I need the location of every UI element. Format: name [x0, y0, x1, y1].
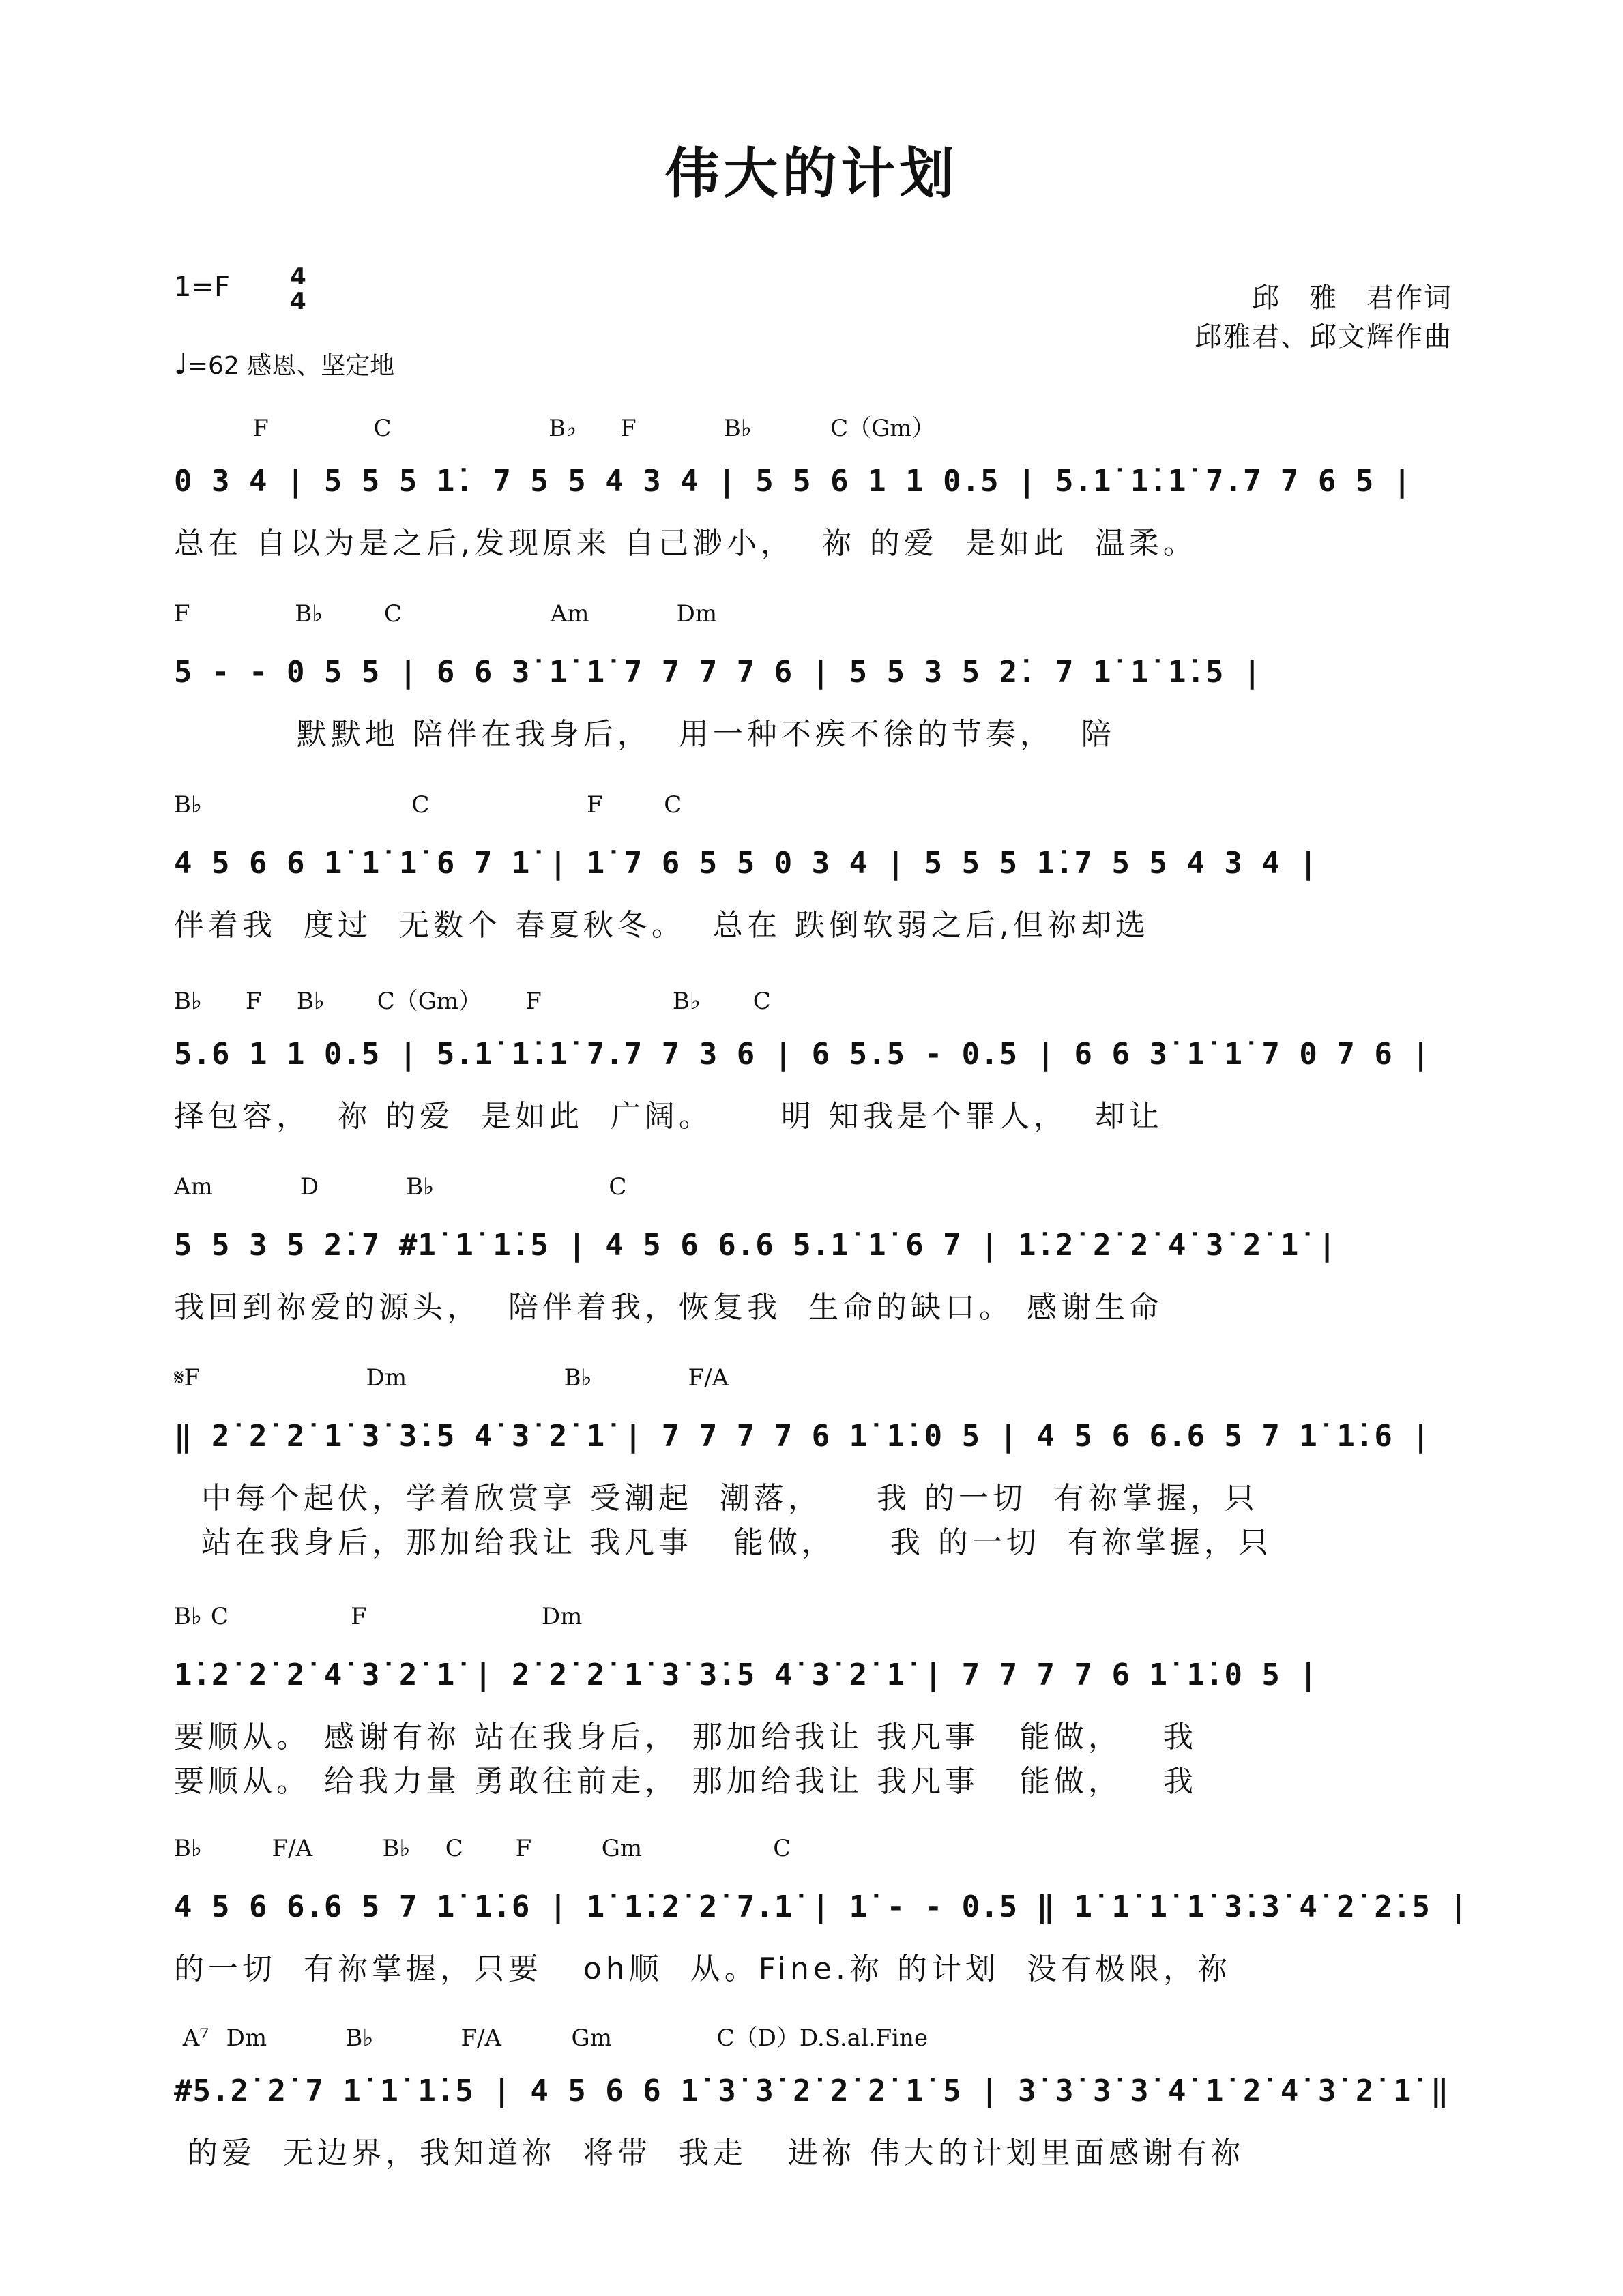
- lyricist-credit: 邱 雅 君作词: [1252, 282, 1452, 314]
- chord-line: B♭ F/A B♭ C F Gm C: [174, 1835, 791, 1862]
- notation-line: 5 5 3 5 2̇.7 #1̇ 1̇ 1̇.5 | 4 5 6 6.6 5.1̇ 1̇ 6 7 | 1̇.2̇ 2̇ 2̇ 4̇ 3̇ 2̇ 1̇ |: [174, 1228, 1337, 1263]
- lyric-line: 默默地 陪伴在我身后， 用一种不疾不徐的节奏， 陪: [174, 717, 1115, 752]
- chord-line: F C B♭ F B♭ C（Gm）: [174, 415, 935, 442]
- key-signature: 1=F: [174, 271, 230, 303]
- lyric-line: 的爱 无边界，我知道祢 将带 我走 进祢 伟大的计划里面感谢有祢: [174, 2136, 1245, 2170]
- chord-line: 𝄋F Dm B♭ F/A: [174, 1364, 729, 1392]
- lyric-line-verse-2: 站在我身后，那加给我让 我凡事 能做， 我 的一切 有祢掌握，只: [174, 1525, 1272, 1560]
- notation-line: 5 - - 0 5 5 | 6 6 3̇ 1̇ 1̇ 7 7 7 7 6 | 5 5 3 5 2̇. 7 1̇ 1̇ 1̇.5 |: [174, 655, 1262, 690]
- lyric-line-verse-1: 中每个起伏，学着欣赏享 受潮起 潮落， 我 的一切 有祢掌握，只: [174, 1481, 1259, 1516]
- time-signature-top: 4: [290, 263, 306, 291]
- tempo-marking: [174, 347, 394, 381]
- composer-credit: 邱雅君、邱文辉作曲: [1195, 321, 1452, 353]
- chord-line: B♭ C F C: [174, 791, 682, 819]
- lyric-line: 伴着我 度过 无数个 春夏秋冬。 总在 跌倒软弱之后,但祢却选: [174, 908, 1150, 943]
- lyric-line: 的一切 有祢掌握，只要 oh顺 从。Fine.祢 的计划 没有极限，祢: [174, 1952, 1231, 1986]
- chord-line: A⁷ Dm B♭ F/A Gm C（D）D.S.al.Fine: [174, 2025, 929, 2052]
- chord-line: F B♭ C Am Dm: [174, 600, 718, 628]
- chord-line: Am D B♭ C: [174, 1173, 627, 1201]
- lyric-line: 总在 自以为是之后,发现原来 自己渺小， 祢 的爱 是如此 温柔。: [174, 526, 1197, 561]
- lyric-line-verse-2: 要顺从。 给我力量 勇敢往前走， 那加给我让 我凡事 能做， 我: [174, 1764, 1197, 1799]
- notation-line: 1̇.2̇ 2̇ 2̇ 4̇ 3̇ 2̇ 1̇ | 2̇ 2̇ 2̇ 1̇ 3̇ 3̇.5 4̇ 3̇ 2̇ 1̇ | 7 7 7 7 6 1̇ 1̇.0 5 |: [174, 1658, 1318, 1692]
- notation-line: 5.6 1 1 0.5 | 5.1̇ 1̇.1̇ 7.7 7 3 6 | 6 5.5 - 0.5 | 6 6 3̇ 1̇ 1̇ 7 0 7 6 |: [174, 1037, 1431, 1072]
- quarter-note-icon: ♩: [174, 347, 188, 381]
- time-signature-bottom: 4: [290, 288, 306, 315]
- chord-line: B♭ F B♭ C（Gm） F B♭ C: [174, 988, 771, 1015]
- notation-line: 4 5 6 6 1̇ 1̇ 1̇ 6 7 1̇ | 1̇ 7 6 5 5 0 3 4 | 5 5 5 1̇.7 5 5 4 3 4 |: [174, 846, 1318, 881]
- lyric-line: 择包容， 祢 的爱 是如此 广阔。 明 知我是个罪人， 却让: [174, 1099, 1163, 1134]
- chord-line: B♭ C F Dm: [174, 1603, 583, 1630]
- tempo-text: =62 感恩、坚定地: [187, 352, 395, 380]
- time-signature: [283, 265, 313, 314]
- lyric-line-verse-1: 要顺从。 感谢有祢 站在我身后， 那加给我让 我凡事 能做， 我: [174, 1720, 1197, 1754]
- notation-line: #5.2̇ 2̇ 7 1̇ 1̇ 1̇.5 | 4 5 6 6 1̇ 3̇ 3̇ 2̇ 2̇ 2̇ 1̇ 5 | 3̇ 3̇ 3̇ 3̇ 4̇ 1̇ 2̇ 4̇ 3̇ 2̇ 1̇ ‖: [174, 2074, 1450, 2108]
- song-title: 伟大的计划: [664, 141, 959, 205]
- notation-line: 4 5 6 6.6 5 7 1̇ 1̇.6 | 1̇ 1̇.2̇ 2̇ 7.1̇ | 1̇ - - 0.5 ‖ 1̇ 1̇ 1̇ 1̇ 3̇.3̇ 4̇ 2̇ 2̇.5 |: [174, 1889, 1468, 1924]
- notation-line: 0 3 4 | 5 5 5 1̇. 7 5 5 4 3 4 | 5 5 6 1 1 0.5 | 5.1̇ 1̇.1̇ 7.7 7 6 5 |: [174, 464, 1412, 499]
- lyric-line: 我回到祢爱的源头， 陪伴着我，恢复我 生命的缺口。 感谢生命: [174, 1290, 1163, 1325]
- notation-line: ‖ 2̇ 2̇ 2̇ 1̇ 3̇ 3̇.5 4̇ 3̇ 2̇ 1̇ | 7 7 7 7 6 1̇ 1̇.0 5 | 4 5 6 6.6 5 7 1̇ 1̇.6 |: [174, 1419, 1431, 1454]
